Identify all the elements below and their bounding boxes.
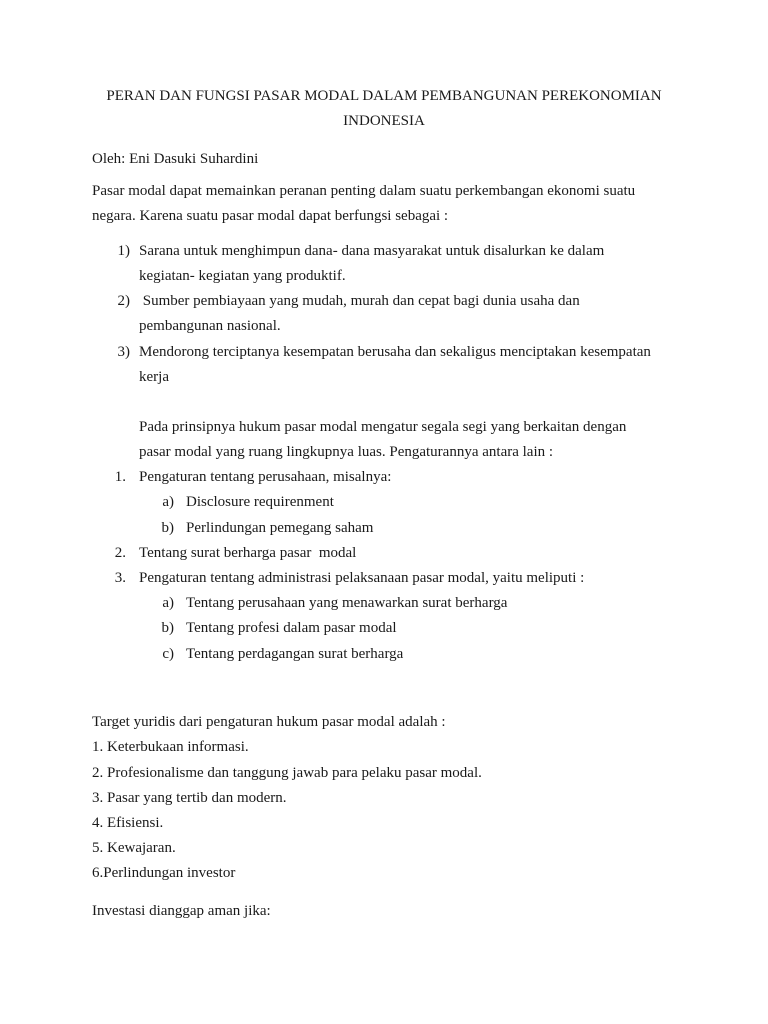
principle-paragraph-line-1: Pada prinsipnya hukum pasar modal mengatur segala segi yang berkaitan dengan (139, 419, 627, 435)
regulation-subitem-text: Tentang perdagangan surat berharga (186, 646, 404, 662)
function-item-text-continued: kerja (139, 369, 169, 385)
regulation-subitem-number: b) (161, 620, 174, 636)
regulation-subitem-number: a) (162, 494, 174, 510)
target-item: 1. Keterbukaan informasi. (92, 739, 249, 755)
function-item-number: 3) (117, 344, 130, 360)
regulation-item-number: 3. (114, 570, 126, 586)
target-item: 5. Kewajaran. (92, 840, 176, 856)
document-title-line-1: PERAN DAN FUNGSI PASAR MODAL DALAM PEMBANGUNAN PEREKONOMIAN (106, 88, 662, 104)
function-item-text-continued: kegiatan- kegiatan yang produktif. (139, 268, 346, 284)
regulation-subitem-number: a) (162, 595, 174, 611)
author-line: Oleh: Eni Dasuki Suhardini (92, 151, 259, 167)
regulation-subitem-text: Disclosure requirenment (186, 494, 334, 510)
target-item: 4. Efisiensi. (92, 815, 164, 831)
regulation-subitem-text: Perlindungan pemegang saham (186, 520, 374, 536)
target-item: 6.Perlindungan investor (92, 865, 236, 881)
regulation-item-number: 2. (114, 545, 126, 561)
regulation-subitem-number: c) (162, 646, 174, 662)
principle-paragraph-line-2: pasar modal yang ruang lingkupnya luas. Pengaturannya antara lain : (139, 444, 554, 460)
regulation-subitem-text: Tentang perusahaan yang menawarkan surat berharga (186, 595, 508, 611)
regulation-item-text: Pengaturan tentang administrasi pelaksanaan pasar modal, yaitu meliputi : (139, 570, 585, 586)
function-item-text-continued: pembangunan nasional. (139, 318, 281, 334)
target-heading: Target yuridis dari pengaturan hukum pasar modal adalah : (92, 714, 446, 730)
regulation-subitem-number: b) (161, 520, 174, 536)
regulation-item-number: 1. (114, 469, 126, 485)
document-title-line-2: INDONESIA (343, 113, 425, 129)
target-item: 3. Pasar yang tertib dan modern. (92, 790, 287, 806)
function-item-text: Mendorong terciptanya kesempatan berusaha dan sekaligus menciptakan kesempatan (139, 344, 651, 360)
intro-paragraph-line-2: negara. Karena suatu pasar modal dapat berfungsi sebagai : (92, 208, 449, 224)
regulation-item-text: Pengaturan tentang perusahaan, misalnya: (139, 469, 392, 485)
target-item: 2. Profesionalisme dan tanggung jawab para pelaku pasar modal. (92, 765, 482, 781)
function-item-number: 1) (117, 243, 130, 259)
function-item-text: Sarana untuk menghimpun dana- dana masyarakat untuk disalurkan ke dalam (139, 243, 605, 259)
regulation-item-text: Tentang surat berharga pasar modal (139, 545, 357, 561)
intro-paragraph-line-1: Pasar modal dapat memainkan peranan penting dalam suatu perkembangan ekonomi suatu (92, 183, 636, 199)
investment-heading: Investasi dianggap aman jika: (92, 903, 271, 919)
regulation-subitem-text: Tentang profesi dalam pasar modal (186, 620, 397, 636)
function-item-text: Sumber pembiayaan yang mudah, murah dan cepat bagi dunia usaha dan (139, 293, 580, 309)
function-item-number: 2) (117, 293, 130, 309)
